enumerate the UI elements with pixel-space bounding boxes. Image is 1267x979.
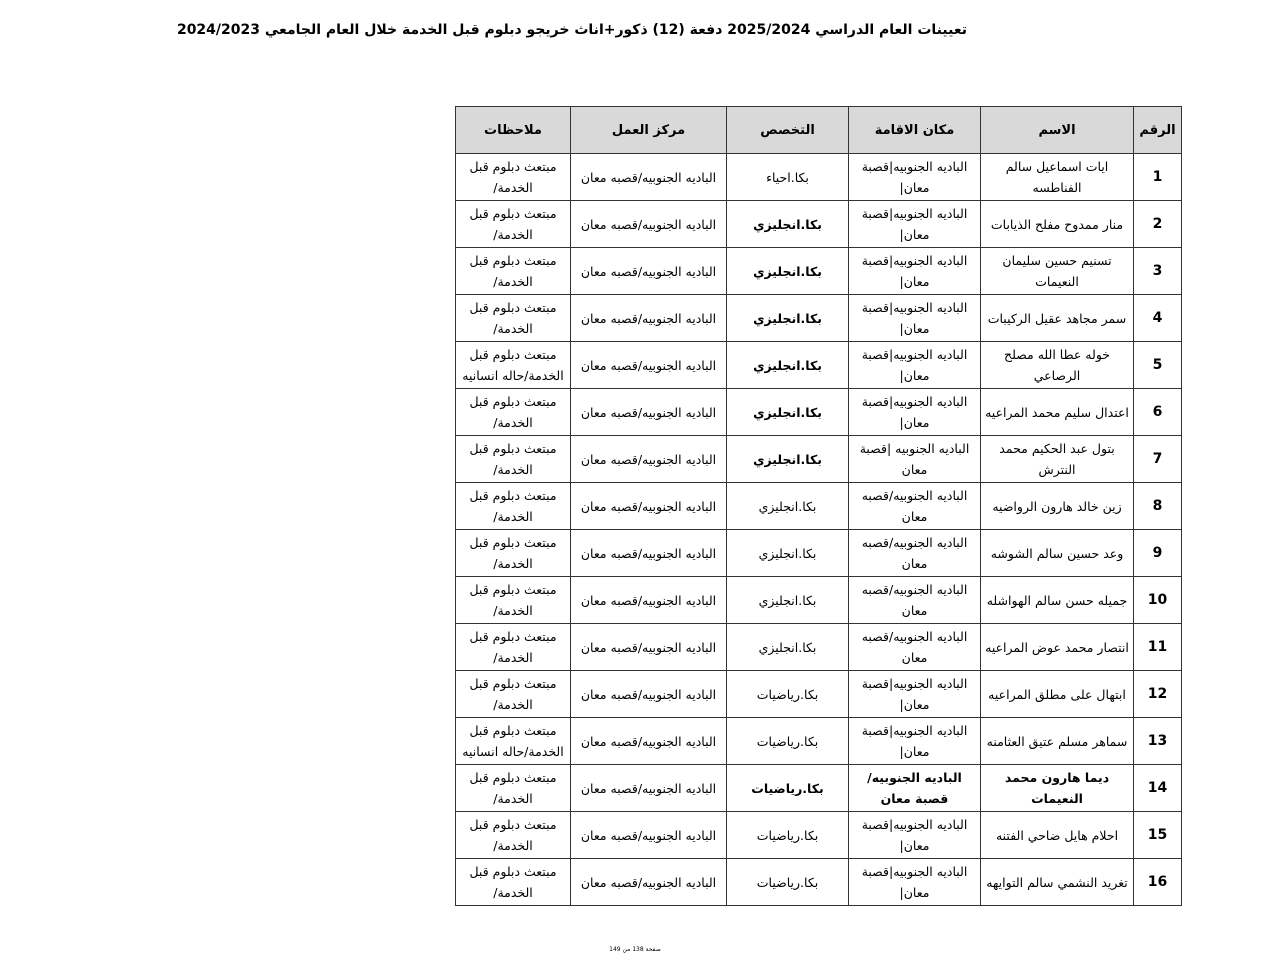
row-work-center: الباديه الجنوبيه/قصبه معان [571,295,727,342]
page-title: تعيينات العام الدراسي 2025/2024 دفعة (12) ذكور+اناث خريجو دبلوم قبل الخدمة خلال العام الجامعي 2024/2023 [176,22,967,38]
row-specialty: بكا.انجليزي [727,248,849,295]
table-row [456,624,1182,671]
row-specialty: بكا.رياضيات [727,812,849,859]
row-residence: الباديه الجنوبيه/قصبه معان [849,530,981,577]
row-work-center: الباديه الجنوبيه/قصبه معان [571,718,727,765]
row-specialty: بكا.انجليزي [727,577,849,624]
row-notes: مبتعث دبلوم قبل الخدمة/ [456,483,571,530]
page-number: صفحة 138 من 149 [609,946,661,953]
table-row [456,483,1182,530]
row-residence: الباديه الجنوبيه|قصبة معان| [849,201,981,248]
row-name: سماهر مسلم عتيق العثامنه [981,718,1134,765]
row-number: 13 [1134,718,1182,765]
header-number: الرقم [1134,107,1182,154]
row-residence: الباديه الجنوبيه|قصبة معان| [849,859,981,906]
row-name: منار ممدوح مفلح الذيابات [981,201,1134,248]
row-specialty: بكا.رياضيات [727,718,849,765]
table-row [456,154,1182,201]
row-notes: مبتعث دبلوم قبل الخدمة/ [456,248,571,295]
row-name: جميله حسن سالم الهواشله [981,577,1134,624]
row-number: 11 [1134,624,1182,671]
row-work-center: الباديه الجنوبيه/قصبه معان [571,765,727,812]
row-notes: مبتعث دبلوم قبل الخدمة/ [456,765,571,812]
table-row [456,765,1182,812]
row-notes: مبتعث دبلوم قبل الخدمة/ [456,530,571,577]
row-name: ابتهال على مطلق المراعيه [981,671,1134,718]
row-number: 12 [1134,671,1182,718]
row-residence: الباديه الجنوبيه/قصبه معان [849,483,981,530]
header-residence: مكان الاقامة [849,107,981,154]
table-header-row [456,107,1182,154]
row-number: 1 [1134,154,1182,201]
row-work-center: الباديه الجنوبيه/قصبه معان [571,671,727,718]
row-residence: الباديه الجنوبيه |قصبة معان [849,436,981,483]
row-number: 4 [1134,295,1182,342]
header-work-center: مركز العمل [571,107,727,154]
row-number: 2 [1134,201,1182,248]
row-notes: مبتعث دبلوم قبل الخدمة/ [456,201,571,248]
row-number: 16 [1134,859,1182,906]
row-notes: مبتعث دبلوم قبل الخدمة/ [456,671,571,718]
row-notes: مبتعث دبلوم قبل الخدمة/حاله انسانيه [456,342,571,389]
row-work-center: الباديه الجنوبيه/قصبه معان [571,624,727,671]
row-number: 8 [1134,483,1182,530]
appointments-table [455,106,1182,906]
row-name: خوله عطا الله مصلح الرصاعي [981,342,1134,389]
row-work-center: الباديه الجنوبيه/قصبه معان [571,436,727,483]
row-name: ايات اسماعيل سالم الفناطسه [981,154,1134,201]
row-residence: الباديه الجنوبيه/قصبه معان [849,577,981,624]
row-residence: الباديه الجنوبيه|قصبة معان| [849,812,981,859]
row-name: تسنيم حسين سليمان النعيمات [981,248,1134,295]
table-row [456,859,1182,906]
row-name: تغريد النشمي سالم التوايهه [981,859,1134,906]
row-work-center: الباديه الجنوبيه/قصبه معان [571,859,727,906]
row-specialty: بكا.رياضيات [727,859,849,906]
row-work-center: الباديه الجنوبيه/قصبه معان [571,201,727,248]
row-name: انتصار محمد عوض المراعيه [981,624,1134,671]
table-row [456,530,1182,577]
row-number: 6 [1134,389,1182,436]
row-notes: مبتعث دبلوم قبل الخدمة/ [456,812,571,859]
row-residence: الباديه الجنوبيه|قصبة معان| [849,718,981,765]
row-work-center: الباديه الجنوبيه/قصبه معان [571,248,727,295]
row-name: زين خالد هارون الرواضيه [981,483,1134,530]
row-number: 14 [1134,765,1182,812]
header-notes: ملاحظات [456,107,571,154]
table-row [456,718,1182,765]
table-row [456,577,1182,624]
row-residence: الباديه الجنوبيه/قصبه معان [849,624,981,671]
row-work-center: الباديه الجنوبيه/قصبه معان [571,154,727,201]
header-specialty: التخصص [727,107,849,154]
row-name: سمر مجاهد عقيل الركيبات [981,295,1134,342]
row-name: احلام هايل ضاحي الفتنه [981,812,1134,859]
row-residence: الباديه الجنوبيه|قصبة معان| [849,154,981,201]
row-name: وعد حسين سالم الشوشه [981,530,1134,577]
row-notes: مبتعث دبلوم قبل الخدمة/ [456,154,571,201]
table-row [456,342,1182,389]
row-specialty: بكا.انجليزي [727,389,849,436]
row-notes: مبتعث دبلوم قبل الخدمة/ [456,295,571,342]
row-work-center: الباديه الجنوبيه/قصبه معان [571,342,727,389]
row-specialty: بكا.انجليزي [727,483,849,530]
row-number: 9 [1134,530,1182,577]
row-work-center: الباديه الجنوبيه/قصبه معان [571,483,727,530]
header-name: الاسم [981,107,1134,154]
row-specialty: بكا.انجليزي [727,624,849,671]
row-notes: مبتعث دبلوم قبل الخدمة/ [456,436,571,483]
row-notes: مبتعث دبلوم قبل الخدمة/ [456,859,571,906]
row-number: 5 [1134,342,1182,389]
table-row [456,389,1182,436]
row-number: 3 [1134,248,1182,295]
row-residence: الباديه الجنوبيه|قصبة معان| [849,671,981,718]
row-notes: مبتعث دبلوم قبل الخدمة/ [456,577,571,624]
row-work-center: الباديه الجنوبيه/قصبه معان [571,530,727,577]
row-name: بتول عبد الحكيم محمد النترش [981,436,1134,483]
row-specialty: بكا.انجليزي [727,436,849,483]
table-row [456,295,1182,342]
table-row [456,201,1182,248]
row-notes: مبتعث دبلوم قبل الخدمة/ [456,624,571,671]
row-notes: مبتعث دبلوم قبل الخدمة/حاله انسانيه [456,718,571,765]
row-work-center: الباديه الجنوبيه/قصبه معان [571,812,727,859]
row-specialty: بكا.انجليزي [727,295,849,342]
row-specialty: بكا.انجليزي [727,201,849,248]
row-name: اعتدال سليم محمد المراعيه [981,389,1134,436]
row-work-center: الباديه الجنوبيه/قصبه معان [571,577,727,624]
row-residence: الباديه الجنوبيه/قصبة معان [849,765,981,812]
row-notes: مبتعث دبلوم قبل الخدمة/ [456,389,571,436]
row-residence: الباديه الجنوبيه|قصبة معان| [849,248,981,295]
row-residence: الباديه الجنوبيه|قصبة معان| [849,295,981,342]
row-residence: الباديه الجنوبيه|قصبة معان| [849,389,981,436]
row-number: 7 [1134,436,1182,483]
row-specialty: بكا.رياضيات [727,765,849,812]
table-row [456,248,1182,295]
row-specialty: بكا.انجليزي [727,342,849,389]
row-specialty: بكا.انجليزي [727,530,849,577]
row-specialty: بكا.رياضيات [727,671,849,718]
row-specialty: بكا.احياء [727,154,849,201]
row-number: 15 [1134,812,1182,859]
row-work-center: الباديه الجنوبيه/قصبه معان [571,389,727,436]
table-row [456,812,1182,859]
table-row [456,671,1182,718]
row-number: 10 [1134,577,1182,624]
row-residence: الباديه الجنوبيه|قصبة معان| [849,342,981,389]
row-name: ديما هارون محمد النعيمات [981,765,1134,812]
table-row [456,436,1182,483]
